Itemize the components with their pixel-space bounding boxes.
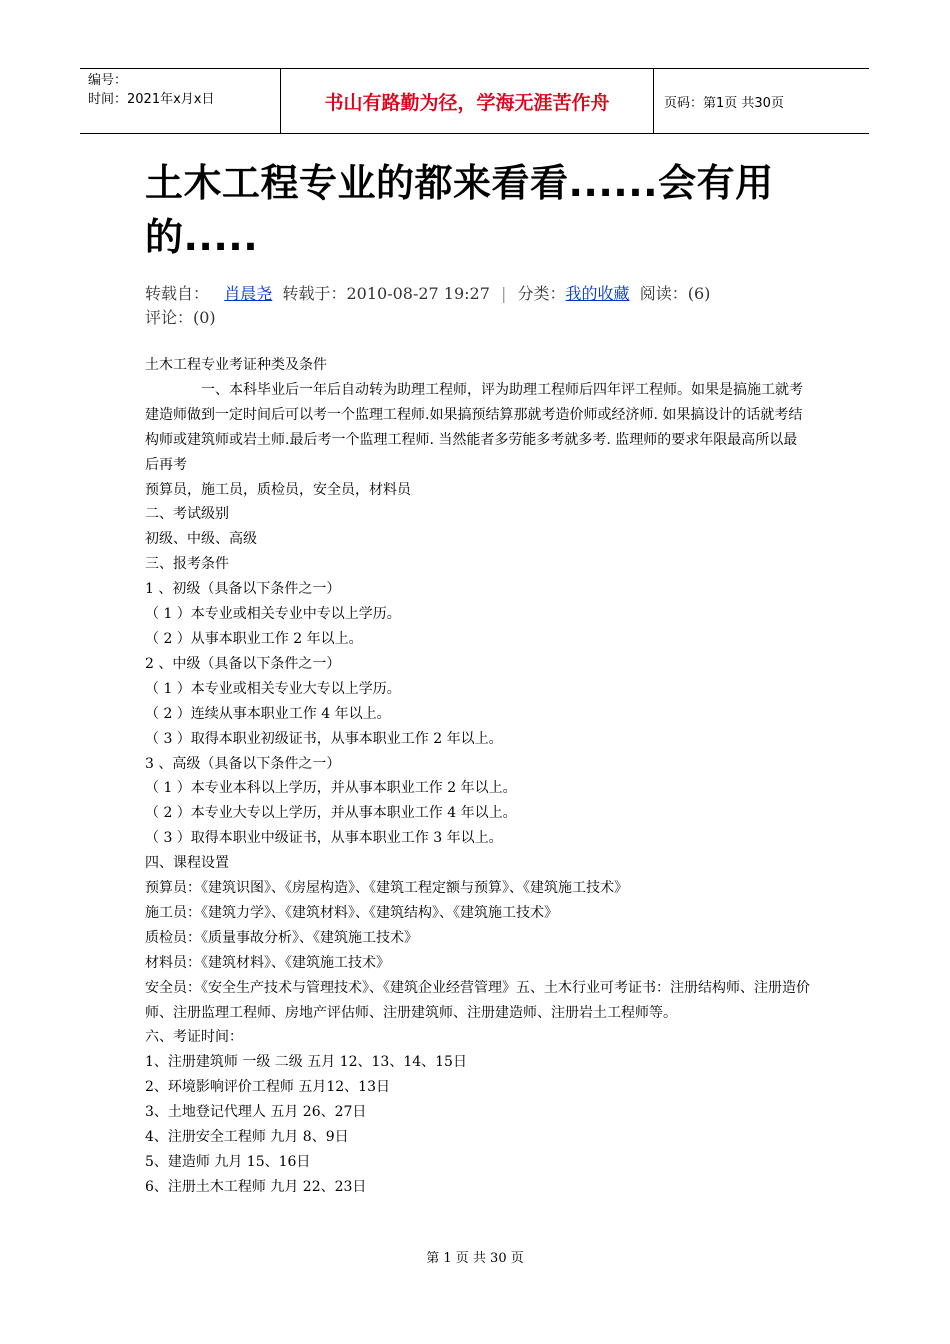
footer-page-number: 第 1 页 共 30 页 <box>426 1251 524 1266</box>
author-link[interactable]: 肖晨尧 <box>224 284 273 303</box>
paragraph: 2 、中级（具备以下条件之一） <box>145 655 341 672</box>
page-info: 页码：第1页 共30页 <box>664 95 784 111</box>
paragraph: 施工员：《建筑力学》、《建筑材料》、《建筑结构》、《建筑施工技术》 <box>145 904 558 921</box>
paragraph: （ 2 ）从事本职业工作 2 年以上。 <box>145 630 363 647</box>
paragraph: 二、考试级别 <box>145 506 229 523</box>
paragraph: （ 3 ）取得本职业初级证书，从事本职业工作 2 年以上。 <box>145 730 503 747</box>
article-body <box>145 353 810 1200</box>
paragraph: 1 、初级（具备以下条件之一） <box>145 581 341 598</box>
paragraph: 三、报考条件 <box>145 556 229 573</box>
paragraph: 材料员：《建筑材料》、《建筑施工技术》 <box>145 954 390 971</box>
document-header <box>80 68 869 134</box>
paragraph: 一、本科毕业后一年后自动转为助理工程师，评为助理工程师后四年评工程师。如果是搞施工就考建造师做到一定时间后可以考一个监理工程师.如果搞预结算那就考造价师或经济师. 如果搞设计的话就考结构师或建筑师或岩土师.最后考一个监理工程师. 当然能者多劳能多考就多考. 监理师的要求年限最高所以最后再考 <box>145 381 803 473</box>
read-count: 阅读：(6) <box>639 284 711 303</box>
number-label: 编号： <box>88 73 128 88</box>
page-footer <box>0 1247 950 1266</box>
paragraph: 质检员：《质量事故分析》、《建筑施工技术》 <box>145 929 418 946</box>
paragraph: 六、考证时间： <box>145 1029 243 1046</box>
header-motto-cell <box>281 69 654 133</box>
paragraph: 初级、中级、高级 <box>145 531 257 548</box>
paragraph: （ 2 ）本专业大专以上学历，并从事本职业工作 4 年以上。 <box>145 805 517 822</box>
article-meta <box>145 282 825 330</box>
paragraph: 3、土地登记代理人 五月 26、27日 <box>145 1104 367 1121</box>
paragraph: 5、建造师 九月 15、16日 <box>145 1154 311 1170</box>
paragraph: 3 、高级（具备以下条件之一） <box>145 755 341 772</box>
paragraph: 预算员：《建筑识图》、《房屋构造》、《建筑工程定额与预算》、《建筑施工技术》 <box>145 880 628 897</box>
paragraph: 4、注册安全工程师 九月 8、9日 <box>145 1129 349 1146</box>
category-link[interactable]: 我的收藏 <box>565 284 630 303</box>
paragraph: 安全员：《安全生产技术与管理技术》、《建筑企业经营管理》五、土木行业可考证书：注册结构师、注册造价师、注册监理工程师、房地产评估师、注册建筑师、注册建造师、注册岩土工程师等。 <box>145 979 810 1021</box>
paragraph: 四、课程设置 <box>145 855 229 872</box>
motto-text: 书山有路勤为径，学海无涯苦作舟 <box>324 91 610 114</box>
paragraph: 预算员，施工员，质检员，安全员，材料员 <box>145 481 411 498</box>
comment-count: 评论：(0) <box>145 308 216 327</box>
article-title: 土木工程专业的都来看看......会有用的..... <box>145 161 774 259</box>
paragraph: （ 1 ）本专业本科以上学历，并从事本职业工作 2 年以上。 <box>145 780 517 797</box>
paragraph: （ 2 ）连续从事本职业工作 4 年以上。 <box>145 705 391 722</box>
header-id-time-cell <box>80 69 281 133</box>
paragraph: 6、注册土木工程师 九月 22、23日 <box>145 1178 367 1195</box>
repost-time: 转载于：2010-08-27 19:27 <box>282 284 490 303</box>
repost-from-label: 转载自： <box>145 284 210 303</box>
paragraph: 1、注册建筑师 一级 二级 五月 12、13、14、15日 <box>145 1054 467 1071</box>
category-label: 分类： <box>517 284 566 303</box>
time-label: 时间：2021年x月x日 <box>88 92 215 107</box>
paragraph: 土木工程专业考证种类及条件 <box>145 357 327 373</box>
paragraph: （ 1 ）本专业或相关专业大专以上学历。 <box>145 680 401 697</box>
meta-separator: | <box>501 284 507 303</box>
header-page-cell <box>654 69 869 133</box>
paragraph: 2、环境影响评价工程师 五月12、13日 <box>145 1079 390 1096</box>
paragraph: （ 3 ）取得本职业中级证书，从事本职业工作 3 年以上。 <box>145 830 503 847</box>
paragraph: （ 1 ）本专业或相关专业中专以上学历。 <box>145 606 401 623</box>
